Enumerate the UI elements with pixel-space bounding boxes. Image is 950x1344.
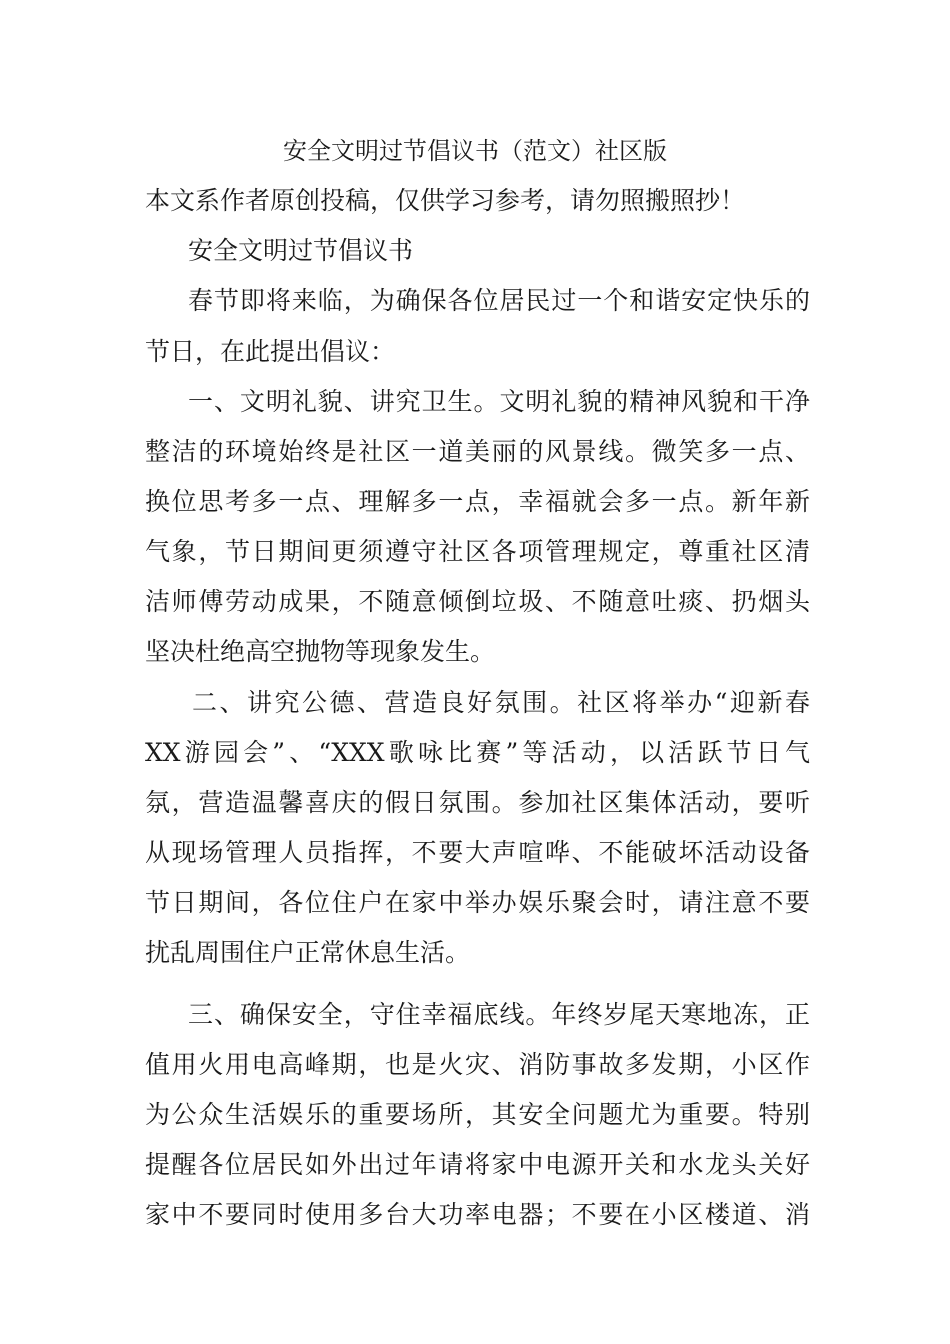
copyright-note: 本文系作者原创投稿，仅供学习参考，请勿照搬照抄！ <box>145 186 746 215</box>
paragraph-line: 换位思考多一点、理解多一点，幸福就会多一点。新年新 <box>145 487 810 516</box>
paragraph-line: 二、讲究公德、营造良好氛围。社区将举办“迎新春 <box>192 688 810 717</box>
paragraph-line: 节日，在此提出倡议： <box>145 337 396 366</box>
paragraph-line: 为公众生活娱乐的重要场所，其安全问题尤为重要。特别 <box>145 1100 810 1129</box>
paragraph-line: 家中不要同时使用多台大功率电器；不要在小区楼道、消 <box>145 1200 810 1229</box>
paragraph-line: 一、文明礼貌、讲究卫生。文明礼貌的精神风貌和干净 <box>188 387 810 416</box>
paragraph-line: 三、确保安全，守住幸福底线。年终岁尾天寒地冻，正 <box>188 1000 810 1029</box>
document-title: 安全文明过节倡议书（范文）社区版 <box>283 137 667 165</box>
paragraph-line: 洁师傅劳动成果，不随意倾倒垃圾、不随意吐痰、扔烟头 <box>145 587 810 616</box>
paragraph-line: 扰乱周围住户正常休息生活。 <box>145 938 471 967</box>
paragraph-line: 整洁的环境始终是社区一道美丽的风景线。微笑多一点、 <box>145 437 810 466</box>
paragraph-line: 气象，节日期间更须遵守社区各项管理规定，尊重社区清 <box>145 537 810 566</box>
paragraph-line: 值用火用电高峰期，也是火灾、消防事故多发期，小区作 <box>145 1050 810 1079</box>
paragraph-line: 提醒各位居民如外出过年请将家中电源开关和水龙头关好 <box>145 1150 810 1179</box>
paragraph-line: 从现场管理人员指挥，不要大声喧哗、不能破坏活动设备 <box>145 838 810 867</box>
paragraph-line: 节日期间，各位住户在家中举办娱乐聚会时，请注意不要 <box>145 888 810 917</box>
paragraph-line: 春节即将来临，为确保各位居民过一个和谐安定快乐的 <box>188 286 810 315</box>
paragraph-line: 坚决杜绝高空抛物等现象发生。 <box>145 637 496 666</box>
paragraph-line: 氛，营造温馨喜庆的假日氛围。参加社区集体活动，要听 <box>145 788 810 817</box>
paragraph-line: XX游园会”、“XXX歌咏比赛”等活动，以活跃节日气 <box>145 738 810 767</box>
document-subtitle: 安全文明过节倡议书 <box>188 236 414 265</box>
